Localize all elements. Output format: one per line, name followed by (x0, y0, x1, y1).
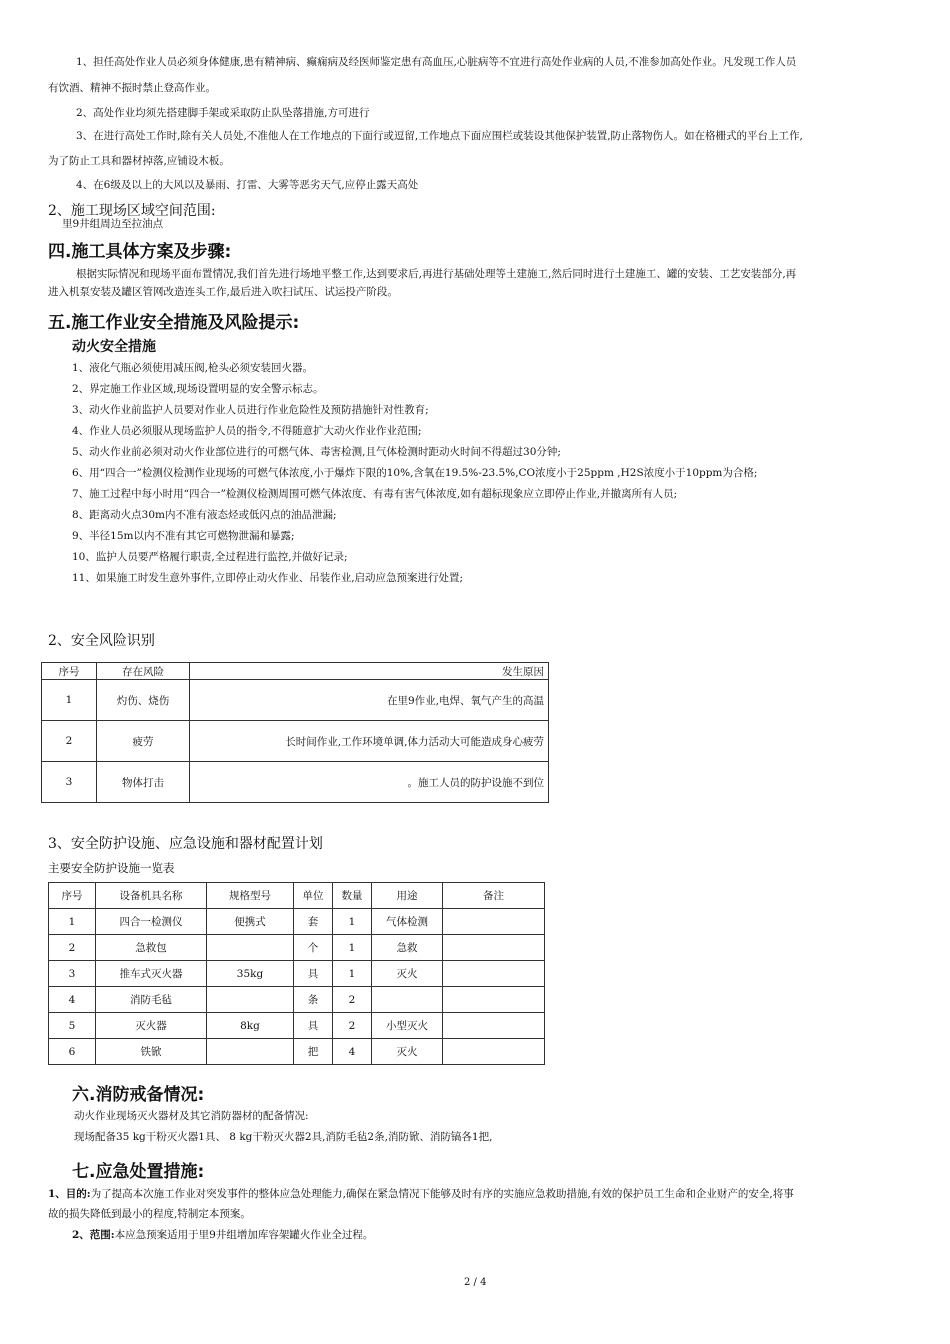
risk-table (41, 662, 549, 803)
risk-header-no: 序号 (42, 663, 97, 680)
measure-item-5: 5、动火作业前必须对动火作业部位进行的可燃气体、毒害检测,且气体检测时距动火时间不得超过30分钟; (72, 446, 561, 458)
section-4-line-1: 根据实际情况和现场平面布置情况,我们首先进行场地平整工作,达到要求后,再进行基础处理等土建施工,然后同时进行土建施工、罐的安装、工艺安装部分,再 (76, 268, 797, 280)
fac-cell: 小型灭火 (372, 1013, 443, 1039)
measure-item-3: 3、动火作业前监护人员要对作业人员进行作业危险性及预防措施针对性教育; (72, 404, 429, 416)
fac-cell (443, 961, 545, 987)
risk-cell-no: 1 (42, 680, 97, 721)
facilities-header-row (49, 883, 545, 909)
fire-safety-subheading: 动火安全措施 (72, 339, 156, 355)
fac-cell: 2 (333, 1013, 372, 1039)
table-row (49, 1039, 545, 1065)
measure-item-8: 8、距离动火点30m内不准有液态烃或低闪点的油品泄漏; (72, 509, 337, 521)
section-4-heading: 四.施工具体方案及步骤: (48, 242, 232, 262)
fac-cell: 4 (49, 987, 96, 1013)
site-range-text: 里9井组周边至拉油点 (62, 218, 164, 230)
table-row (42, 680, 549, 721)
fac-cell (372, 987, 443, 1013)
risk-cell-no: 3 (42, 762, 97, 803)
rule-1-line-2: 有饮酒、精神不振时禁止登高作业。 (48, 82, 216, 94)
measure-item-10: 10、监护人员要严格履行职责,全过程进行监控,并做好记录; (72, 551, 348, 563)
risk-cell-risk: 物体打击 (97, 762, 190, 803)
fac-cell: 把 (294, 1039, 333, 1065)
risk-header-row (42, 663, 549, 680)
section-4-line-2: 进入机泵安装及罐区管网改造连头工作,最后进入吹扫试压、试运投产阶段。 (48, 286, 398, 298)
scope-text: 本应急预案适用于里9井组增加库容架罐火作业全过程。 (114, 1229, 374, 1241)
section-5-heading: 五.施工作业安全措施及风险提示: (48, 313, 300, 333)
fac-cell: 35kg (207, 961, 294, 987)
fac-cell: 5 (49, 1013, 96, 1039)
fac-cell: 8kg (207, 1013, 294, 1039)
measure-item-2: 2、界定施工作业区域,现场设置明显的安全警示标志。 (72, 383, 324, 395)
measure-item-7: 7、施工过程中每小时用“四合一”检测仪检测周围可燃气体浓度、有毒有害气体浓度,如有超标现象应立即停止作业,并撤离所有人员; (72, 488, 678, 500)
fac-cell: 1 (333, 935, 372, 961)
measure-item-1: 1、液化气瓶必须使用减压阀,枪头必须安装回火器。 (72, 362, 314, 374)
fac-header-qty: 数量 (333, 883, 372, 909)
table-row (49, 1013, 545, 1039)
fac-cell: 1 (333, 909, 372, 935)
fac-cell (443, 1039, 545, 1065)
fac-header-use: 用途 (372, 883, 443, 909)
risk-cell-cause: 长时间作业,工作环境单调,体力活动大可能造成身心疲劳 (190, 721, 549, 762)
rule-4: 4、在6级及以上的大风以及暴雨、打雷、大雾等恶劣天气,应停止露天高处 (76, 179, 419, 191)
risk-header-risk: 存在风险 (97, 663, 190, 680)
rule-3-line-2: 为了防止工具和器材掉落,应铺设木板。 (48, 155, 230, 167)
fac-cell (207, 987, 294, 1013)
measure-item-4: 4、作业人员必须服从现场监护人员的指令,不得随意扩大动火作业作业范围; (72, 425, 422, 437)
risk-heading: 2、安全风险识别 (48, 633, 155, 649)
section-6-line-2: 现场配备35 kg干粉灭火器1具、 8 kg干粉灭火器2具,消防毛毡2条,消防锨、消防镐各1把, (74, 1131, 493, 1143)
fac-cell: 1 (49, 909, 96, 935)
fac-cell (207, 935, 294, 961)
rule-3-line-1: 3、在进行高处工作时,除有关人员处,不准他人在工作地点的下面行或逗留,工作地点下面应围栏或装设其他保护装置,防止落物伤人。如在格栅式的平台上工作, (76, 130, 803, 142)
fac-cell (207, 1039, 294, 1065)
fac-cell: 灭火器 (96, 1013, 207, 1039)
fac-cell: 条 (294, 987, 333, 1013)
risk-cell-cause: 在里9作业,电焊、氧气产生的高温 (190, 680, 549, 721)
purpose-text: 为了提高本次施工作业对突发事件的整体应急处理能力,确保在紧急情况下能够及时有序的实施应急救助措施,有效的保护员工生命和企业财产的安全,将事 (90, 1188, 794, 1200)
table-row (42, 721, 549, 762)
fac-cell: 具 (294, 961, 333, 987)
facilities-table (48, 882, 545, 1065)
fac-cell: 6 (49, 1039, 96, 1065)
rule-2: 2、高处作业均须先搭建脚手架或采取防止队坠落措施,方可进行 (76, 107, 370, 119)
fac-header-name: 设备机具名称 (96, 883, 207, 909)
risk-cell-risk: 灼伤、烧伤 (97, 680, 190, 721)
fac-cell: 消防毛毡 (96, 987, 207, 1013)
fac-cell: 2 (333, 987, 372, 1013)
rule-1-line-1: 1、担任高处作业人员必须身体健康,患有精神病、癫痫病及经医师鉴定患有高血压,心脏病等不宜进行高处作业病的人员,不准参加高处作业。凡发现工作人员 (76, 56, 797, 68)
fac-header-remark: 备注 (443, 883, 545, 909)
table-row (49, 987, 545, 1013)
measure-item-9: 9、半径15m以内不准有其它可燃物泄漏和暴露; (72, 530, 295, 542)
purpose-label: 1、目的: (48, 1188, 91, 1200)
fac-cell: 急救 (372, 935, 443, 961)
table-row (49, 961, 545, 987)
table-row (49, 935, 545, 961)
fac-cell: 急救包 (96, 935, 207, 961)
fac-cell: 具 (294, 1013, 333, 1039)
facilities-subheading: 主要安全防护设施一览表 (48, 861, 175, 875)
site-range-heading: 2、施工现场区域空间范围: (48, 203, 216, 219)
fac-cell: 2 (49, 935, 96, 961)
fac-cell: 便携式 (207, 909, 294, 935)
risk-header-cause: 发生原因 (190, 663, 549, 680)
fac-cell: 灭火 (372, 1039, 443, 1065)
fac-cell: 套 (294, 909, 333, 935)
fac-cell (443, 987, 545, 1013)
risk-cell-no: 2 (42, 721, 97, 762)
fac-cell: 铁锨 (96, 1039, 207, 1065)
purpose-line-2: 故的损失降低到最小的程度,特制定本预案。 (48, 1208, 251, 1220)
fac-cell (443, 909, 545, 935)
facilities-heading: 3、安全防护设施、应急设施和器材配置计划 (48, 836, 323, 852)
risk-cell-cause: 。施工人员的防护设施不到位 (190, 762, 549, 803)
fac-cell: 推车式灭火器 (96, 961, 207, 987)
measure-item-11: 11、如果施工时发生意外事件,立即停止动火作业、吊装作业,启动应急预案进行处置; (72, 572, 464, 584)
fac-header-no: 序号 (49, 883, 96, 909)
fac-cell: 气体检测 (372, 909, 443, 935)
measure-item-6: 6、用“四合一”检测仪检测作业现场的可燃气体浓度,小于爆炸下限的10%,含氧在19.5%-23.5%,CO浓度小于25ppm ,H2S浓度小于10ppm为合格; (72, 467, 758, 479)
risk-cell-risk: 疲劳 (97, 721, 190, 762)
fac-cell: 3 (49, 961, 96, 987)
table-row (49, 909, 545, 935)
purpose-line-1 (48, 1188, 794, 1201)
fac-cell: 个 (294, 935, 333, 961)
fac-cell: 1 (333, 961, 372, 987)
section-6-line-1: 动火作业现场灭火器材及其它消防器材的配备情况: (74, 1110, 309, 1122)
fac-cell: 四合一检测仪 (96, 909, 207, 935)
fac-cell: 灭火 (372, 961, 443, 987)
section-7-heading: 七.应急处置措施: (72, 1162, 205, 1182)
page-number: 2 / 4 (464, 1277, 487, 1288)
fac-header-spec: 规格型号 (207, 883, 294, 909)
section-6-heading: 六.消防戒备情况: (72, 1085, 205, 1105)
table-row (42, 762, 549, 803)
fac-cell: 4 (333, 1039, 372, 1065)
scope-label: 2、范围: (72, 1229, 115, 1241)
fac-header-unit: 单位 (294, 883, 333, 909)
fac-cell (443, 935, 545, 961)
scope-line (72, 1229, 373, 1242)
fac-cell (443, 1013, 545, 1039)
